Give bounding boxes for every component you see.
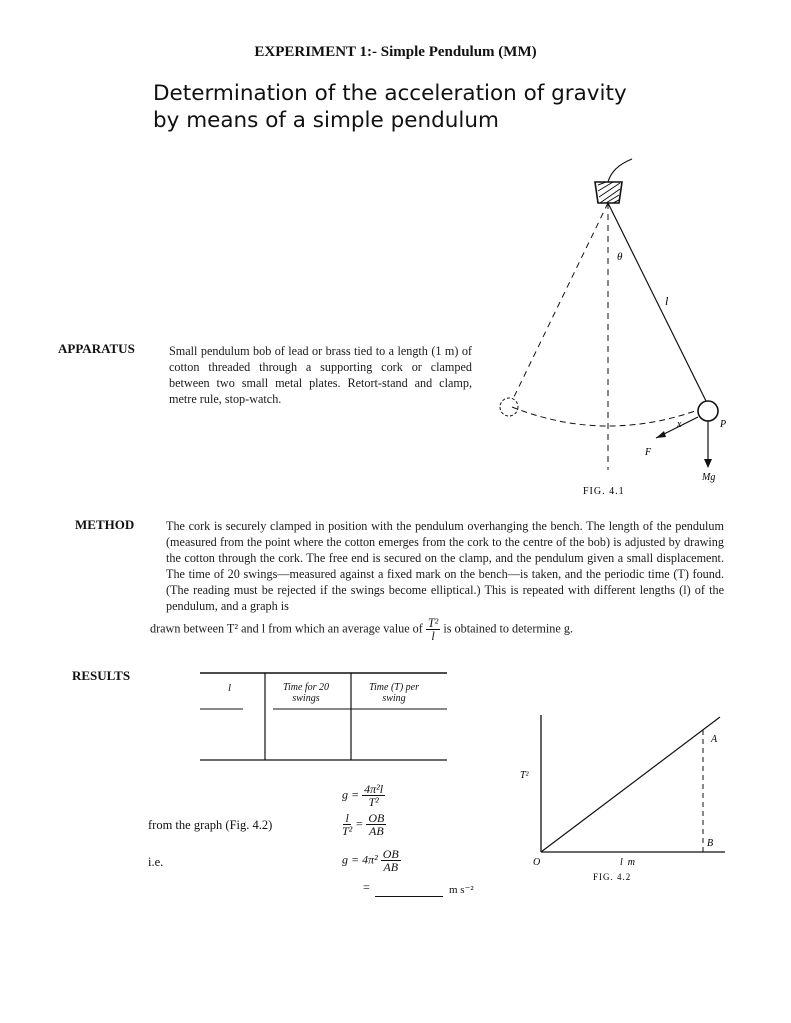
apparatus-text: Small pendulum bob of lead or brass tied to a length (1 m) of cotton threaded through a supporting cork or clamped between two small metal plates. Retort-stand and clamp, metre rule, stop-watch.	[169, 344, 472, 406]
cotton-thread	[608, 159, 632, 182]
pendulum-string	[608, 203, 706, 401]
mg-label: Mg	[702, 472, 716, 483]
x-axis-label: l m	[620, 857, 635, 868]
p-label: P	[720, 419, 727, 430]
method-last-line	[150, 617, 710, 642]
method-text: The cork is securely clamped in position with the pendulum overhanging the bench. The length of the pendulum (measured from the point where the cotton emerges from the cork to the centre of the bob) is adjusted by drawing the cotton through the cork. The free end is secured on the clamp, and the pendulum given a small displacement. The time of 20 swings—measured against a fixed mark on the bench—is taken, and the periodic time (T) found. (The reading must be rejected if the swings become elliptical.) This is repeated with different lengths (l) of the pendulum, and a graph is	[166, 519, 724, 613]
result-equals: =	[363, 880, 370, 894]
equation-g: g = $\frac{\text{4π²l}}{\text{T²}}$	[342, 782, 384, 809]
table-header-time-20: Time for 20 swings	[282, 682, 330, 704]
x-label: x	[677, 419, 682, 430]
t2-over-l-fraction	[426, 617, 440, 642]
results-heading: RESULTS	[72, 668, 131, 683]
experiment-header: EXPERIMENT 1:- Simple Pendulum (MM)	[254, 44, 537, 60]
f-label: F	[645, 447, 652, 458]
fig2-caption: FIG. 4.2	[593, 872, 632, 882]
origin-label: O	[533, 857, 541, 868]
table-header-time-t: Time (T) per swing	[369, 682, 419, 704]
point-a-label: A	[711, 734, 718, 745]
answer-blank-line	[375, 896, 443, 897]
pendulum-bob	[698, 401, 718, 421]
frac-numerator: T²	[427, 616, 439, 630]
t2-vs-l-graph	[505, 710, 745, 885]
length-label: l	[665, 294, 669, 308]
title-line-2: by means of a simple pendulum	[153, 108, 499, 133]
page-title	[153, 80, 627, 134]
title-line-1: Determination of the acceleration of gravity	[153, 81, 627, 106]
pendulum-diagram	[480, 155, 740, 500]
fig1-caption: FIG. 4.1	[583, 486, 625, 497]
method-last-post: is obtained to determine g.	[443, 621, 573, 636]
method-heading: METHOD	[75, 517, 135, 532]
from-graph-label: from the graph (Fig. 4.2)	[148, 818, 273, 832]
equation-g-final: g = 4π² $\frac{OB}{AB}$	[342, 847, 399, 874]
point-b-label: B	[707, 838, 714, 849]
frac-denominator: l	[431, 629, 435, 643]
apparatus-heading: APPARATUS	[58, 341, 135, 356]
best-fit-line	[541, 717, 720, 852]
method-last-pre: drawn between T² and l from which an average value of	[150, 621, 423, 636]
dashed-string-left	[512, 203, 608, 401]
ie-label: i.e.	[148, 855, 164, 869]
y-axis-label: T²	[520, 770, 529, 781]
pendulum-bob-left	[500, 398, 518, 416]
equation-ratio: $\frac{l}{\text{T²}}$ = $\frac{OB}{AB}$	[342, 811, 385, 838]
table-header-l: l	[228, 682, 232, 694]
result-unit: m s⁻²	[449, 884, 474, 896]
theta-label: θ	[617, 251, 623, 263]
